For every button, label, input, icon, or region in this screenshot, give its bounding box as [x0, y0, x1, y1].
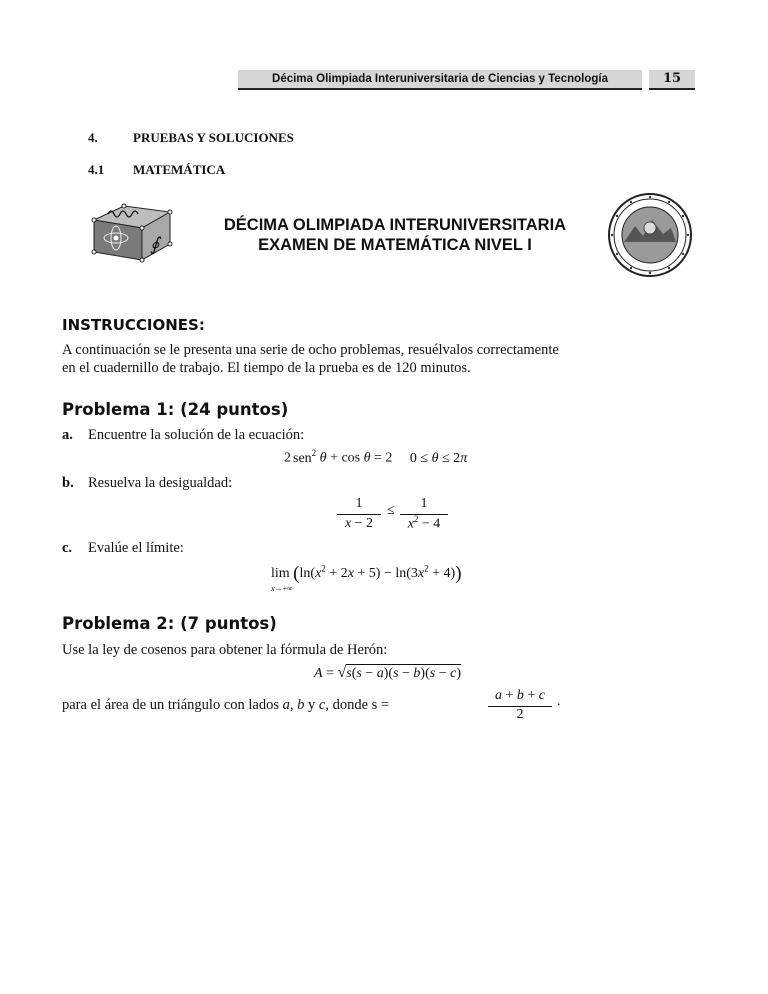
problem2-text-2: [62, 696, 389, 714]
problem2-heading: Problema 2: (7 puntos): [62, 614, 277, 633]
heron-formula: A = √s(s − a)(s − b)(s − c): [314, 664, 461, 681]
cube-logo: [86, 200, 178, 264]
text-fragment: ,: [289, 697, 298, 713]
problem2-text: Use la ley de cosenos para obtener la fórmula de Herón:: [62, 642, 388, 658]
problem1-heading: Problema 1: (24 puntos): [62, 400, 289, 419]
variable-a: a: [282, 697, 290, 713]
svg-text:∮: ∮: [150, 234, 160, 255]
university-seal: [607, 192, 693, 278]
exam-title-line1: DÉCIMA OLIMPIADA INTERUNIVERSITARIA: [223, 216, 567, 234]
subsection-title: MATEMÁTICA: [133, 162, 226, 177]
equation-a: 2 sen$^2$ θ + cos θ = 2 0 ≤ θ ≤ 2π: [284, 448, 468, 466]
equation-c: $\lim (\ln(x^2 + 2x + 5) - \ln(3x^2 + 4))$: [271, 563, 462, 584]
item-c-text: Evalúe el límite:: [88, 540, 184, 556]
period: .: [557, 694, 561, 709]
variable-b: b: [297, 697, 305, 713]
text-fragment: , donde s =: [325, 697, 390, 713]
text-fragment: para el área de un triángulo con lados: [62, 697, 283, 713]
fraction-s-num: a + b + c: [494, 688, 546, 703]
fraction-b-left-den: x − 2: [344, 516, 374, 531]
item-b-label: b.: [62, 475, 74, 491]
instructions-heading: INSTRUCCIONES:: [62, 316, 205, 334]
fraction-b-left-num: 1: [355, 496, 363, 511]
exam-title-line2: EXAMEN DE MATEMÁTICA NIVEL I: [258, 236, 532, 254]
fraction-s-den: 2: [516, 707, 524, 722]
limit-subscript: x→+∞: [271, 584, 293, 593]
fraction-bar: [337, 514, 381, 515]
section-title: PRUEBAS Y SOLUCIONES: [133, 130, 294, 145]
subsection-number: 4.1: [88, 162, 105, 177]
fraction-b-right-num: 1: [420, 496, 428, 511]
instructions-line1: A continuación se le presenta una serie de ocho problemas, resuélvalos correctamente: [62, 342, 559, 358]
item-a-label: a.: [62, 427, 73, 443]
item-a-text: Encuentre la solución de la ecuación:: [88, 427, 305, 443]
header-title: Décima Olimpiada Interuniversitaria de Ciencias y Tecnología: [238, 70, 642, 90]
item-c-label: c.: [62, 540, 73, 556]
leq-sign: ≤: [387, 503, 395, 518]
exam-title: [180, 215, 610, 255]
text-fragment: y: [304, 697, 319, 713]
instructions-text: [62, 341, 712, 377]
fraction-b-right-den: $x^2 - 4$: [407, 514, 441, 532]
section-number: 4.: [88, 130, 98, 145]
item-b-text: Resuelva la desigualdad:: [88, 475, 233, 491]
instructions-line2: en el cuadernillo de trabajo. El tiempo de la prueba es de 120 minutos.: [62, 360, 471, 376]
variable-c: c: [318, 697, 326, 713]
page-number: 15: [649, 70, 695, 90]
